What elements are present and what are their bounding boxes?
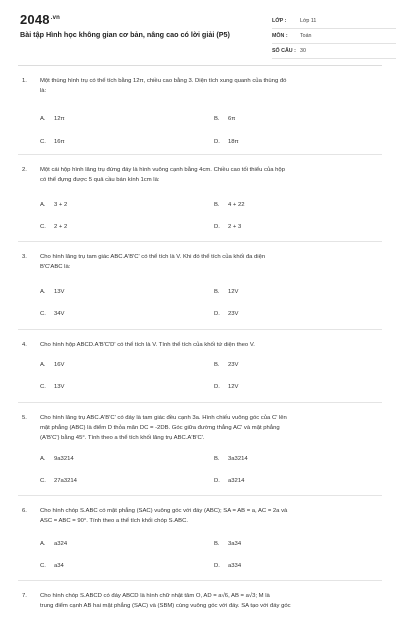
option-c[interactable]: C. 27a3214 <box>40 478 77 484</box>
option-a[interactable]: A. 9a3214 <box>40 456 74 462</box>
option-b[interactable]: B. 3a34 <box>214 541 242 547</box>
question-number: 1. <box>22 78 27 84</box>
meta-row-count <box>272 44 396 59</box>
question-line: là: <box>40 88 47 94</box>
question-line: có thể đựng được 5 quả cầu bán kính 1cm là: <box>40 177 160 183</box>
question-number: 6. <box>22 508 27 514</box>
option-c[interactable]: C. 13V <box>40 384 65 390</box>
option-c[interactable]: C. 34V <box>40 311 65 317</box>
meta-row-class <box>272 14 396 29</box>
question-4 <box>18 330 382 403</box>
meta-key: LỚP : <box>272 18 287 24</box>
option-d[interactable]: D. a3214 <box>214 478 245 484</box>
option-a[interactable]: A. a324 <box>40 541 68 547</box>
question-line: B'C'ABC là: <box>40 264 71 270</box>
meta-row-subject <box>272 29 396 44</box>
meta-value: Toán <box>300 33 312 39</box>
meta-value: Lớp 11 <box>300 18 317 24</box>
question-number: 4. <box>22 342 27 348</box>
question-line: Cho hình chóp S.ABC có mặt phẳng (SAC) vuông góc với đáy (ABC); SA = AB = a, AC = 2a và <box>40 508 288 514</box>
option-a[interactable]: A. 13V <box>40 289 65 295</box>
meta-key: MÔN : <box>272 33 288 39</box>
option-c[interactable]: C. a34 <box>40 563 64 569</box>
option-d[interactable]: D. 23V <box>214 311 239 317</box>
worksheet-title: Bài tập Hình học không gian cơ bản, nâng cao có lời giải (P5) <box>20 30 230 39</box>
option-b[interactable]: B. 23V <box>214 362 239 368</box>
option-c[interactable]: C. 16π <box>40 139 65 145</box>
question-line: Cho hình lăng trụ tam giác ABC.A'B'C' có thể tích là V. Khi đó thể tích của khối đa diện <box>40 254 266 260</box>
question-number: 3. <box>22 254 27 260</box>
option-c[interactable]: C. 2 + 2 <box>40 224 68 230</box>
question-2 <box>18 155 382 242</box>
meta-key: SỐ CÂU : <box>272 48 296 54</box>
meta-info <box>272 14 396 59</box>
question-number: 5. <box>22 415 27 421</box>
option-b[interactable]: B. 12V <box>214 289 239 295</box>
question-5 <box>18 403 382 496</box>
question-line: Một thùng hình trụ có thể tích bằng 12π, chiều cao bằng 3. Diện tích xung quanh của thùng đó <box>40 78 287 84</box>
option-b[interactable]: B. 6π <box>214 116 236 122</box>
question-line: mặt phẳng (ABC) là điểm D thỏa mãn DC = -2DB. Góc giữa đường thẳng AC' và mặt phẳng <box>40 425 280 431</box>
question-line: Một cái hộp hình lăng trụ đứng đáy là hình vuông cạnh bằng 4cm. Chiều cao tối thiểu của hộp <box>40 167 285 173</box>
question-line: Cho hình lăng trụ ABC.A'B'C' có đáy là tam giác đều cạnh 3a. Hình chiếu vuông góc của C' lên <box>40 415 287 421</box>
option-a[interactable]: A. 3 + 2 <box>40 202 68 208</box>
question-line: ASC = ABC = 90°. Tính theo a thể tích khối chóp S.ABC. <box>40 518 188 524</box>
question-line: trung điểm cạnh AB hai mặt phẳng (SAC) và (SBM) cùng vuông góc với đáy. SA tạo với đáy góc <box>40 603 291 609</box>
option-b[interactable]: B. 3a3214 <box>214 456 248 462</box>
option-a[interactable]: A. 16V <box>40 362 65 368</box>
question-3 <box>18 242 382 330</box>
option-d[interactable]: D. 2 + 3 <box>214 224 242 230</box>
option-d[interactable]: D. 12V <box>214 384 239 390</box>
question-1 <box>18 66 382 155</box>
option-d[interactable]: D. a334 <box>214 563 242 569</box>
option-a[interactable]: A. 12π <box>40 116 65 122</box>
site-logo[interactable]: $2048^{.vn}$ <box>20 12 61 27</box>
question-7 <box>18 581 382 641</box>
question-6 <box>18 496 382 581</box>
worksheet-header <box>18 0 382 66</box>
question-number: 7. <box>22 593 27 599</box>
question-line: Cho hình hộp ABCD.A'B'C'D' có thể tích là V. Tính thể tích của khối tứ diện theo V. <box>40 342 255 348</box>
question-line: (A'B'C') bằng 45°. Tính theo a thể tích khối lăng trụ ABC.A'B'C'. <box>40 435 205 441</box>
option-b[interactable]: B. 4 + 22 <box>214 202 245 208</box>
option-d[interactable]: D. 18π <box>214 139 239 145</box>
question-number: 2. <box>22 167 27 173</box>
question-line: Cho hình chóp S.ABCD có đáy ABCD là hình chữ nhật tâm O, AD = a√6, AB = a√3; M là <box>40 593 270 599</box>
meta-value: 30 <box>300 48 306 54</box>
